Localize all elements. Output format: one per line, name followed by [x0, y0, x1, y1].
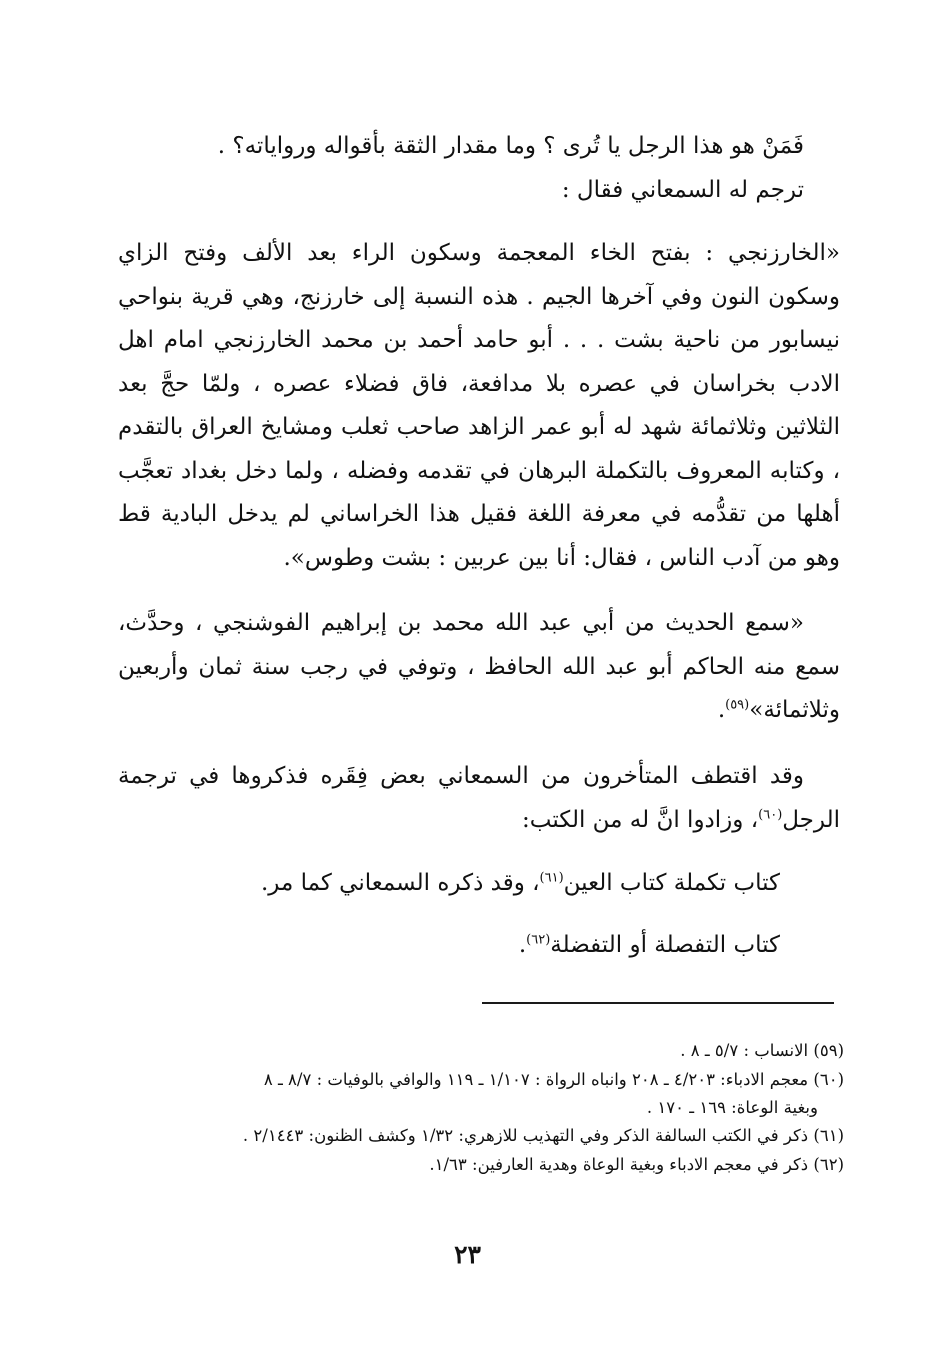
footnote-60-continued: وبغية الوعاة: ١٦٩ ـ ١٧٠ .	[646, 1098, 818, 1117]
sam-ani-quote-1	[118, 232, 840, 580]
footnote-59: (٥٩) الانساب : ٥/٧ ـ ٨ .	[680, 1041, 844, 1060]
footnote-61: (٦١) ذكر في الكتب السالفة الذكر وفي التهذيب للازهري: ١/٣٢ وكشف الظنون: ٢/١٤٤٣ .	[242, 1126, 844, 1145]
quote-paragraph: «الخارزنجي : بفتح الخاء المعجمة وسكون الراء بعد الألف وفتح الزاي وسكون النون وفي آخرها الجيم . هذه النسبة إلى خارزنج، وهي قرية بنواحي نيسابور من ناحية بشت . . . أبو حامد أحمد بن محمد الخارزنجي امام اهل الادب بخراسان في عصره بلا مدافعة، فاق فضلاء عصره ، ولمّا حجَّ بعد الثلاثين وثلاثمائة شهد له أبو عمر الزاهد صاحب ثعلب ومشايخ العراق بالتقدم ، وكتابه المعروف بالتكملة البرهان في تقدمه وفضله ، ولما دخل بغداد تعجَّب أهلها من تقدُّمه في معرفة اللغة فقيل هذا الخراساني لم يدخل البادية قط وهو من آدب الناس ، فقال: أنا بين عربين : بشت وطوس».	[118, 240, 840, 571]
quote-end: .	[717, 697, 726, 723]
later-text-b: ، وزادوا انَّ له من الكتب:	[521, 806, 759, 833]
quote-paragraph-2	[118, 602, 840, 733]
later-paragraph	[118, 755, 840, 842]
book-title: كتاب التفصلة أو التفضلة	[550, 931, 780, 958]
footnote-ref-62: (٦٢)	[526, 931, 551, 947]
footnote-62: (٦٢) ذكر في معجم الادباء وبغية الوعاة وهدية العارفين: ١/٦٣.	[429, 1155, 844, 1174]
footnote-ref-61: (٦١)	[539, 870, 564, 886]
book-after: ، وقد ذكره السمعاني كما مر.	[260, 870, 540, 896]
footnote-divider	[482, 1002, 834, 1004]
book-title: كتاب تكملة كتاب العين	[563, 870, 780, 896]
books-list	[118, 862, 840, 967]
footnote-ref-60: (٦٠)	[758, 806, 783, 822]
later-authors-paragraph	[118, 755, 840, 842]
footnote-ref-59: (٥٩)	[725, 697, 750, 713]
page-number: ٢٣	[454, 1240, 481, 1269]
intro-question: فَمَنْ هو هذا الرجل يا تُرى ؟ وما مقدار الثقة بأقواله ورواياته؟ .	[217, 133, 804, 159]
book-item	[118, 924, 840, 968]
main-text	[118, 125, 840, 212]
sam-ani-quote-2	[118, 602, 840, 733]
footnotes	[112, 1036, 844, 1179]
book-after: .	[518, 931, 527, 958]
later-text-a: وقد اقتطف المتأخرون من السمعاني بعض فِقَره فذكروها في ترجمة الرجل	[118, 763, 840, 833]
quote-text: «سمع الحديث من أبي عبد الله محمد بن إبراهيم الفوشنجي ، وحدَّث، سمع منه الحاكم أبو عبد الله الحافظ ، وتوفي في رجب سنة ثمان وأربعين وثلاثمائة»	[118, 610, 840, 723]
intro-lead: ترجم له السمعاني فقال :	[561, 176, 804, 203]
footnote-60: (٦٠) معجم الادباء: ٤/٢٠٣ ـ ٢٠٨ وانباه الرواة : ١/١٠٧ ـ ١١٩ والوافي بالوفيات : ٨/٧ ـ ٨	[263, 1070, 844, 1089]
book-item	[118, 862, 840, 906]
